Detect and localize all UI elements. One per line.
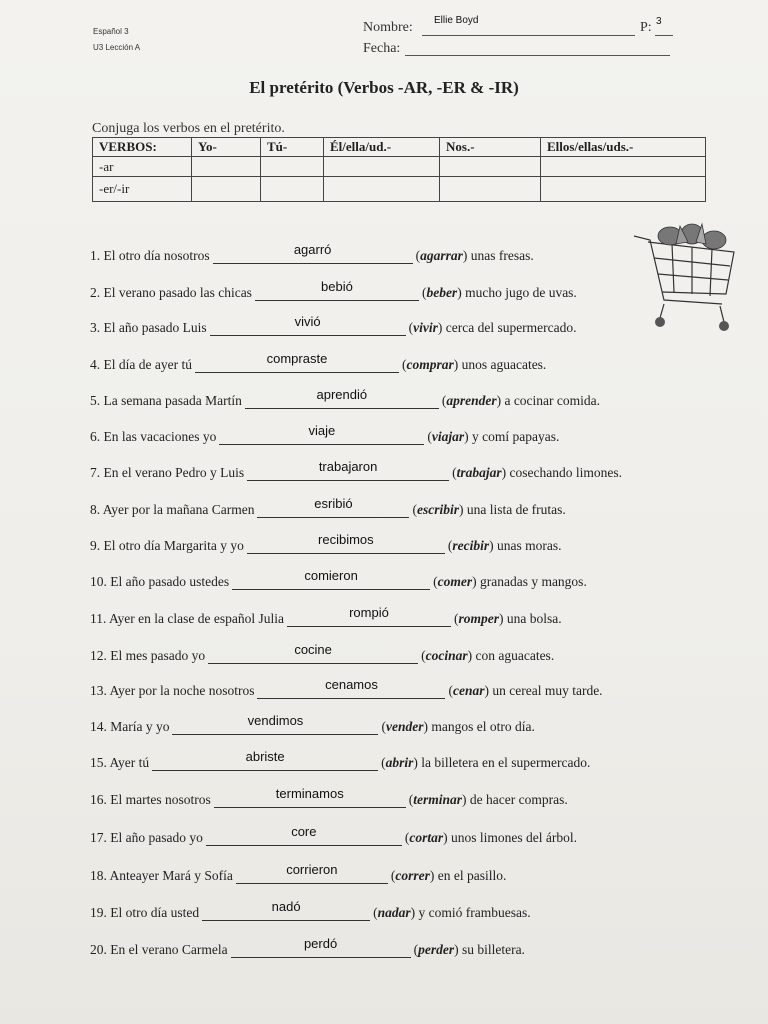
table-cell[interactable]	[440, 177, 541, 202]
infinitive-verb: comprar	[406, 357, 454, 372]
answer-blank[interactable]	[202, 899, 370, 921]
table-header-cell: Nos.-	[440, 138, 541, 157]
answer-text[interactable]: corrieron	[286, 862, 338, 877]
question-ending: granadas y mangos.	[479, 574, 587, 589]
paren-open: (	[421, 285, 427, 300]
question-item	[90, 749, 591, 771]
question-item	[90, 496, 566, 518]
course-label: Español 3	[93, 27, 129, 36]
question-item	[90, 351, 547, 373]
answer-text[interactable]: aprendió	[316, 387, 368, 402]
infinitive-verb: aprender	[446, 393, 497, 408]
answer-blank[interactable]	[210, 314, 406, 336]
answer-text[interactable]: vivió	[294, 314, 321, 329]
answer-blank[interactable]	[255, 279, 419, 301]
answer-text[interactable]: cenamos	[325, 677, 378, 692]
question-prompt: 4. El día de ayer tú	[90, 357, 192, 372]
answer-blank[interactable]	[208, 642, 418, 664]
answer-text[interactable]: compraste	[266, 351, 328, 366]
table-row	[93, 177, 706, 202]
paren-open: (	[447, 538, 453, 553]
question-item	[90, 314, 577, 336]
question-item	[90, 786, 568, 808]
infinitive-verb: cocinar	[425, 648, 468, 663]
table-header-cell: Ellos/ellas/uds.-	[541, 138, 706, 157]
paren-open: (	[415, 248, 421, 263]
table-cell[interactable]	[192, 177, 261, 202]
question-item	[90, 899, 531, 921]
answer-blank[interactable]	[245, 387, 439, 409]
question-prompt: 11. Ayer en la clase de español Julia	[90, 611, 284, 626]
question-prompt: 14. María y yo	[90, 719, 170, 734]
paren-close: )	[413, 755, 422, 770]
period-value[interactable]: 3	[656, 16, 662, 27]
question-prompt: 1. El otro día nosotros	[90, 248, 210, 263]
question-item	[90, 862, 507, 884]
question-item	[90, 936, 525, 958]
date-label: Fecha:	[363, 41, 401, 56]
table-cell[interactable]	[192, 157, 261, 177]
question-ending: una lista de frutas.	[466, 502, 566, 517]
paren-close: )	[454, 942, 462, 957]
question-ending: cosechando limones.	[509, 465, 622, 480]
question-ending: y comí papayas.	[471, 429, 560, 444]
paren-close: )	[467, 648, 476, 663]
answer-text[interactable]: perdó	[303, 936, 338, 951]
infinitive-verb: vivir	[413, 320, 438, 335]
infinitive-verb: nadar	[377, 905, 411, 920]
paren-open: (	[413, 942, 419, 957]
conjugation-table	[92, 137, 706, 202]
table-header-row	[93, 138, 706, 157]
question-ending: una bolsa.	[506, 611, 562, 626]
paren-close: )	[498, 611, 507, 626]
question-ending: la billetera en el supermercado.	[421, 755, 591, 770]
question-prompt: 10. El año pasado ustedes	[90, 574, 230, 589]
answer-text[interactable]: vendimos	[247, 713, 304, 728]
paren-close: )	[462, 792, 470, 807]
question-prompt: 12. El mes pasado yo	[90, 648, 206, 663]
table-row-label: -ar	[93, 157, 192, 177]
answer-blank[interactable]	[219, 423, 424, 445]
answer-blank[interactable]	[214, 786, 406, 808]
question-ending: de hacer compras.	[469, 792, 568, 807]
question-prompt: 15. Ayer tú	[90, 755, 150, 770]
infinitive-verb: agarrar	[420, 248, 463, 263]
lesson-label: U3 Lección A	[93, 43, 141, 52]
question-item	[90, 824, 577, 846]
infinitive-verb: terminar	[413, 792, 463, 807]
question-prompt: 20. En el verano Carmela	[90, 942, 228, 957]
question-prompt: 7. En el verano Pedro y Luis	[90, 465, 245, 480]
question-prompt: 13. Ayer por la noche nosotros	[90, 683, 255, 698]
question-ending: en el pasillo.	[437, 868, 507, 883]
paren-close: )	[429, 868, 438, 883]
answer-text[interactable]: comieron	[304, 568, 358, 583]
answer-blank[interactable]	[232, 568, 430, 590]
answer-blank[interactable]	[257, 496, 409, 518]
paren-open: (	[452, 465, 457, 480]
date-line[interactable]	[405, 55, 670, 56]
paren-open: (	[433, 574, 438, 589]
answer-blank[interactable]	[236, 862, 388, 884]
infinitive-verb: escribir	[416, 502, 459, 517]
answer-text[interactable]: terminamos	[275, 786, 344, 801]
period-line	[655, 35, 673, 36]
answer-blank[interactable]	[152, 749, 378, 771]
period-label: P:	[640, 20, 652, 35]
answer-blank[interactable]	[172, 713, 378, 735]
table-cell[interactable]	[261, 177, 324, 202]
table-cell[interactable]	[324, 157, 440, 177]
answer-blank[interactable]	[247, 532, 445, 554]
question-ending: unas fresas.	[470, 248, 534, 263]
shopping-cart-icon	[630, 222, 740, 340]
paren-open: (	[427, 429, 432, 444]
answer-blank[interactable]	[257, 677, 445, 699]
table-cell[interactable]	[324, 177, 440, 202]
instructions: Conjuga los verbos en el pretérito.	[92, 121, 285, 136]
paren-close: )	[437, 320, 446, 335]
answer-text[interactable]: cocine	[294, 642, 332, 657]
table-header-cell: Yo-	[192, 138, 261, 157]
answer-text[interactable]: abriste	[245, 749, 285, 764]
paren-open: (	[441, 393, 447, 408]
infinitive-verb: cenar	[452, 683, 485, 698]
paren-close: )	[453, 357, 462, 372]
question-prompt: 16. El martes nosotros	[90, 792, 211, 807]
paren-close: )	[472, 574, 480, 589]
infinitive-verb: romper	[458, 611, 499, 626]
paren-open: (	[453, 611, 459, 626]
table-cell[interactable]	[541, 177, 706, 202]
table-header-cell: Él/ella/ud.-	[324, 138, 440, 157]
answer-blank[interactable]	[195, 351, 399, 373]
table-row-label: -er/-ir	[93, 177, 192, 202]
paren-close: )	[464, 429, 472, 444]
answer-text[interactable]: nadó	[271, 899, 301, 914]
answer-blank[interactable]	[213, 242, 413, 264]
question-prompt: 17. El año pasado yo	[90, 830, 203, 845]
question-prompt: 8. Ayer por la mañana Carmen	[90, 502, 255, 517]
question-item	[90, 605, 562, 627]
question-ending: y comió frambuesas.	[418, 905, 531, 920]
question-item	[90, 279, 577, 301]
paren-open: (	[401, 357, 407, 372]
question-prompt: 2. El verano pasado las chicas	[90, 285, 252, 300]
infinitive-verb: correr	[395, 868, 430, 883]
question-item	[90, 532, 562, 554]
answer-text[interactable]: agarró	[293, 242, 332, 257]
answer-blank[interactable]	[247, 459, 449, 481]
question-item	[90, 242, 534, 264]
question-item	[90, 713, 535, 735]
answer-blank[interactable]	[287, 605, 451, 627]
table-header-cell: VERBOS:	[93, 138, 192, 157]
question-ending: su billetera.	[461, 942, 525, 957]
infinitive-verb: recibir	[452, 538, 490, 553]
table-header-cell: Tú-	[261, 138, 324, 157]
paren-close: )	[458, 502, 467, 517]
paren-close: )	[496, 393, 505, 408]
paren-open: (	[408, 320, 414, 335]
question-item	[90, 642, 555, 664]
page-title: El pretérito (Verbos -AR, -ER & -IR)	[249, 78, 519, 97]
paren-open: (	[404, 830, 410, 845]
question-ending: un cereal muy tarde.	[492, 683, 603, 698]
question-ending: unas moras.	[496, 538, 562, 553]
infinitive-verb: trabajar	[456, 465, 502, 480]
table-cell[interactable]	[541, 157, 706, 177]
question-item	[90, 459, 622, 481]
question-ending: con aguacates.	[475, 648, 555, 663]
infinitive-verb: abrir	[385, 755, 414, 770]
question-ending: a cocinar comida.	[504, 393, 601, 408]
question-item	[90, 568, 587, 590]
answer-text[interactable]: recibimos	[318, 532, 374, 547]
paren-close: )	[489, 538, 497, 553]
question-ending: unos limones del árbol.	[450, 830, 577, 845]
name-label: Nombre:	[363, 20, 413, 35]
name-line	[422, 35, 635, 36]
table-cell[interactable]	[261, 157, 324, 177]
answer-blank[interactable]	[206, 824, 402, 846]
answer-text[interactable]: esribió	[314, 496, 353, 511]
paren-open: (	[381, 719, 386, 734]
answer-text[interactable]: bebió	[321, 279, 353, 294]
paren-close: )	[462, 248, 471, 263]
table-row	[93, 157, 706, 177]
paren-close: )	[484, 683, 493, 698]
question-item	[90, 423, 560, 445]
question-item	[90, 677, 603, 699]
infinitive-verb: comer	[437, 574, 473, 589]
answer-blank[interactable]	[231, 936, 411, 958]
question-ending: mangos el otro día.	[431, 719, 535, 734]
paren-close: )	[501, 465, 510, 480]
paren-open: (	[421, 648, 426, 663]
question-prompt: 19. El otro día usted	[90, 905, 200, 920]
question-item	[90, 387, 601, 409]
question-prompt: 5. La semana pasada Martín	[90, 393, 242, 408]
infinitive-verb: perder	[418, 942, 455, 957]
paren-open: (	[373, 905, 378, 920]
paren-open: (	[412, 502, 417, 517]
paren-open: (	[381, 755, 386, 770]
question-prompt: 6. En las vacaciones yo	[90, 429, 217, 444]
infinitive-verb: viajar	[431, 429, 465, 444]
paren-close: )	[410, 905, 419, 920]
paren-open: (	[448, 683, 453, 698]
name-value[interactable]: Ellie Boyd	[434, 15, 479, 26]
infinitive-verb: cortar	[409, 830, 444, 845]
question-prompt: 9. El otro día Margarita y yo	[90, 538, 244, 553]
answer-text[interactable]: trabajaron	[318, 459, 378, 474]
table-cell[interactable]	[440, 157, 541, 177]
infinitive-verb: vender	[385, 719, 424, 734]
question-ending: cerca del supermercado.	[445, 320, 577, 335]
paren-open: (	[390, 868, 396, 883]
answer-text[interactable]: rompió	[349, 605, 389, 620]
paren-close: )	[423, 719, 432, 734]
question-prompt: 3. El año pasado Luis	[90, 320, 207, 335]
question-prompt: 18. Anteayer Mará y Sofía	[90, 868, 233, 883]
paren-close: )	[457, 285, 466, 300]
paren-close: )	[443, 830, 451, 845]
answer-text[interactable]: core	[291, 824, 317, 839]
question-ending: mucho jugo de uvas.	[465, 285, 577, 300]
answer-text[interactable]: viaje	[308, 423, 336, 438]
question-ending: unos aguacates.	[461, 357, 547, 372]
infinitive-verb: beber	[426, 285, 458, 300]
paren-open: (	[408, 792, 414, 807]
